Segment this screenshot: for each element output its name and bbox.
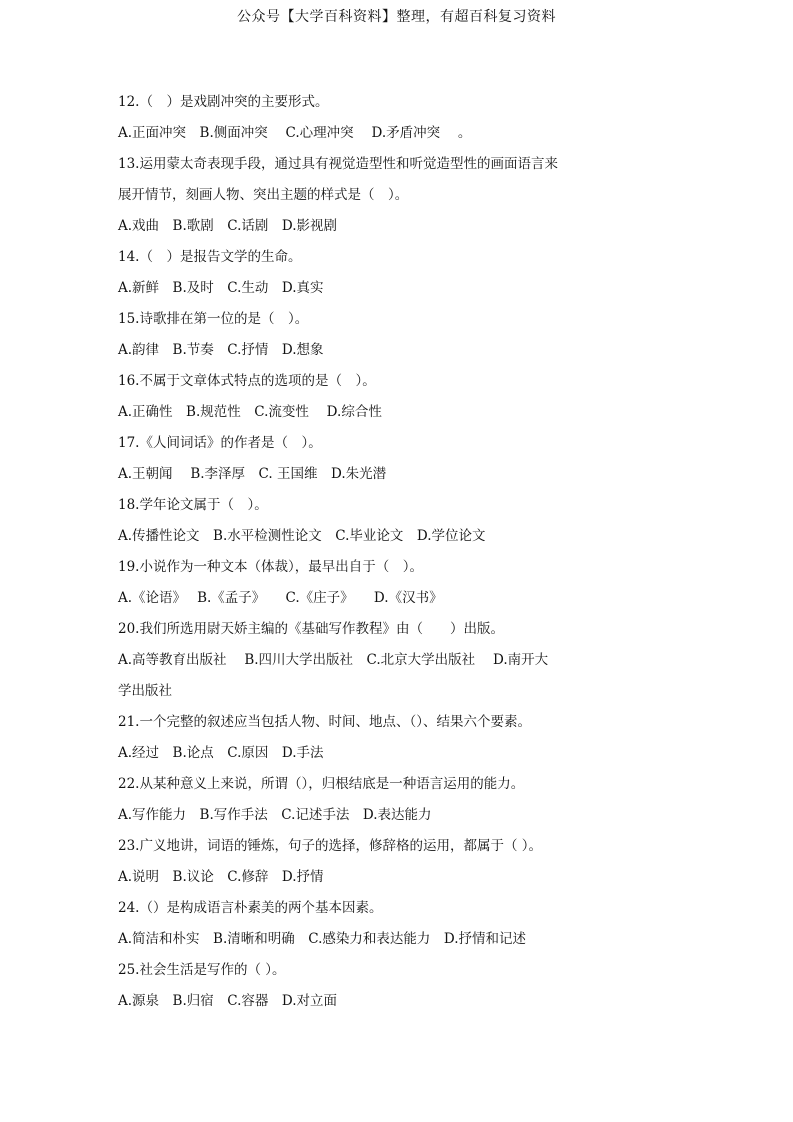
options-15: A.韵律 B.节奏 C.抒情 D.想象	[118, 342, 324, 358]
question-12: 12.（ ）是戏剧冲突的主要形式。	[118, 94, 329, 110]
question-19: 19.小说作为一种文本（体裁），最早出自于（ ）。	[118, 559, 423, 575]
options-20-cont: 学出版社	[118, 683, 172, 699]
question-25: 25.社会生活是写作的（ ）。	[118, 962, 286, 978]
options-23: A.说明 B.议论 C.修辞 D.抒情	[118, 869, 324, 885]
options-16: A.正确性 B.规范性 C.流变性 D.综合性	[118, 404, 382, 420]
question-13-cont: 展开情节，刻画人物、突出主题的样式是（ ）。	[118, 187, 409, 203]
question-13: 13.运用蒙太奇表现手段，通过具有视觉造型性和听觉造型性的画面语言来	[118, 156, 558, 172]
options-22: A.写作能力 B.写作手法 C.记述手法 D.表达能力	[118, 807, 432, 823]
question-21: 21.一个完整的叙述应当包括人物、时间、地点、（）、结果六个要素。	[118, 714, 531, 730]
options-13: A.戏曲 B.歌剧 C.话剧 D.影视剧	[118, 218, 338, 234]
question-22: 22.从某种意义上来说，所谓（），归根结底是一种语言运用的能力。	[118, 776, 525, 792]
options-25: A.源泉 B.归宿 C.容器 D.对立面	[118, 993, 338, 1009]
question-14: 14.（ ）是报告文学的生命。	[118, 249, 302, 265]
options-20: A.高等教育出版社 B.四川大学出版社 C.北京大学出版社 D.南开大	[118, 652, 549, 668]
question-24: 24.（）是构成语言朴素美的两个基本因素。	[118, 900, 383, 916]
question-17: 17.《人间词话》的作者是（ ）。	[118, 435, 322, 451]
question-23: 23.广义地讲，词语的锤炼，句子的选择，修辞格的运用，都属于（ ）。	[118, 838, 543, 854]
question-16: 16.不属于文章体式特点的选项的是（ ）。	[118, 373, 376, 389]
question-20: 20.我们所选用尉天娇主编的《基础写作教程》由（ ）出版。	[118, 621, 504, 637]
options-12: A.正面冲突 B.侧面冲突 C.心理冲突 D.矛盾冲突 。	[118, 125, 472, 141]
options-17: A.王朝闻 B.李泽厚 C. 王国维 D.朱光潜	[118, 466, 387, 482]
page-header: 公众号【大学百科资料】整理，有超百科复习资料	[237, 9, 556, 25]
question-15: 15.诗歌排在第一位的是（ ）。	[118, 311, 309, 327]
question-list	[118, 87, 588, 1017]
options-18: A.传播性论文 B.水平检测性论文 C.毕业论文 D.学位论文	[118, 528, 486, 544]
question-18: 18.学年论文属于（ ）。	[118, 497, 268, 513]
options-24: A.简洁和朴实 B.清晰和明确 C.感染力和表达能力 D.抒情和记述	[118, 931, 527, 947]
options-19: A.《论语》 B.《孟子》 C.《庄子》 D.《汉书》	[118, 590, 443, 606]
options-14: A.新鲜 B.及时 C.生动 D.真实	[118, 280, 324, 296]
options-21: A.经过 B.论点 C.原因 D.手法	[118, 745, 324, 761]
